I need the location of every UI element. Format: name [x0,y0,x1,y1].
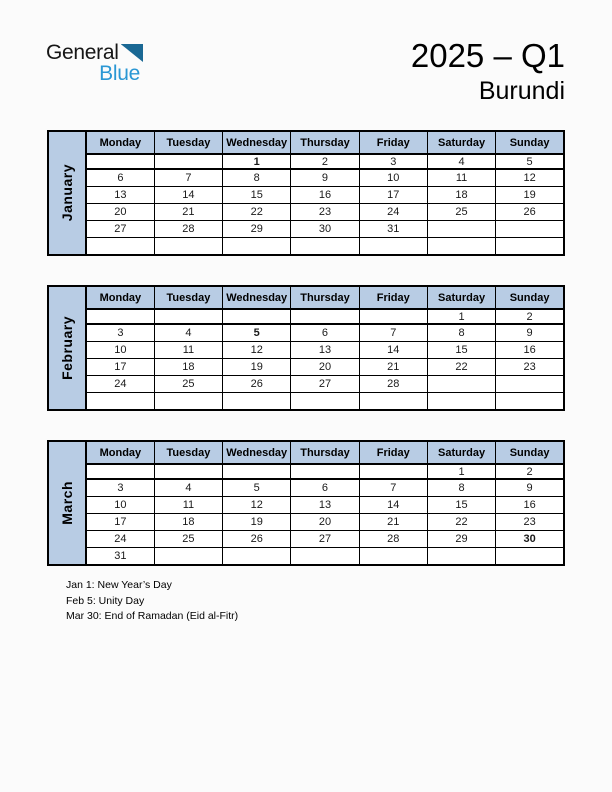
calendar-table-january [47,130,565,256]
day-cell: 2 [496,309,564,324]
day-cell: 3 [86,324,154,342]
day-cell: 4 [154,324,222,342]
day-cell: 27 [86,221,154,238]
day-cell: 18 [154,359,222,376]
day-name-header: Saturday [427,131,495,154]
empty-day-cell [496,548,564,566]
day-cell: 5 [223,324,291,342]
day-cell: 21 [359,514,427,531]
day-name-header: Tuesday [154,286,222,309]
empty-day-cell [223,548,291,566]
day-cell: 5 [496,154,564,169]
empty-day-cell [291,238,359,256]
day-cell: 7 [359,479,427,497]
day-cell: 10 [86,342,154,359]
empty-day-cell [154,309,222,324]
day-name-header: Tuesday [154,441,222,464]
empty-day-cell [291,548,359,566]
day-name-header: Thursday [291,286,359,309]
day-cell: 4 [154,479,222,497]
day-name-header: Monday [86,131,154,154]
holiday-line-mar: Mar 30: End of Ramadan (Eid al-Fitr) [66,610,239,622]
day-cell: 16 [496,342,564,359]
day-cell: 4 [427,154,495,169]
day-name-header: Tuesday [154,131,222,154]
day-cell: 13 [86,187,154,204]
day-name-header: Monday [86,441,154,464]
month-label: January [48,131,86,255]
empty-day-cell [86,464,154,479]
empty-day-cell [291,393,359,411]
day-cell: 16 [291,187,359,204]
day-cell: 12 [223,497,291,514]
day-cell: 28 [154,221,222,238]
day-cell: 31 [359,221,427,238]
day-name-header: Wednesday [223,441,291,464]
day-cell: 7 [154,169,222,187]
empty-day-cell [291,309,359,324]
day-cell: 8 [223,169,291,187]
calendar-table-february [47,285,565,411]
page-subtitle: Burundi [478,77,565,105]
empty-day-cell [86,238,154,256]
day-cell: 13 [291,342,359,359]
holiday-line-jan: Jan 1: New Year’s Day [66,579,172,591]
empty-day-cell [427,238,495,256]
day-cell: 2 [291,154,359,169]
day-cell: 1 [427,309,495,324]
day-cell: 8 [427,479,495,497]
day-cell: 1 [223,154,291,169]
empty-day-cell [86,393,154,411]
day-cell: 9 [496,324,564,342]
empty-day-cell [359,464,427,479]
empty-day-cell [496,376,564,393]
day-name-header: Wednesday [223,286,291,309]
day-cell: 20 [291,514,359,531]
calendar-table-march [47,440,565,566]
day-cell: 17 [86,359,154,376]
empty-day-cell [359,238,427,256]
day-cell: 20 [86,204,154,221]
day-cell: 19 [223,514,291,531]
day-cell: 25 [427,204,495,221]
day-cell: 31 [86,548,154,566]
day-cell: 28 [359,531,427,548]
day-cell: 30 [496,531,564,548]
day-cell: 24 [86,376,154,393]
day-cell: 15 [223,187,291,204]
day-cell: 17 [86,514,154,531]
day-cell: 20 [291,359,359,376]
day-cell: 10 [86,497,154,514]
title-block [411,38,565,104]
logo-word-general: General [46,41,119,64]
day-cell: 22 [427,514,495,531]
day-name-header: Wednesday [223,131,291,154]
day-cell: 14 [359,497,427,514]
day-cell: 16 [496,497,564,514]
day-cell: 9 [496,479,564,497]
empty-day-cell [154,238,222,256]
empty-day-cell [154,548,222,566]
empty-day-cell [154,393,222,411]
empty-day-cell [154,464,222,479]
day-name-header: Sunday [496,286,564,309]
empty-day-cell [223,464,291,479]
day-cell: 12 [223,342,291,359]
day-cell: 26 [223,376,291,393]
day-cell: 23 [291,204,359,221]
day-cell: 17 [359,187,427,204]
day-cell: 25 [154,376,222,393]
empty-day-cell [154,154,222,169]
day-cell: 22 [223,204,291,221]
day-cell: 2 [496,464,564,479]
day-cell: 23 [496,359,564,376]
month-label: March [48,441,86,565]
empty-day-cell [359,393,427,411]
day-cell: 3 [359,154,427,169]
day-name-header: Saturday [427,441,495,464]
day-name-header: Sunday [496,441,564,464]
day-cell: 23 [496,514,564,531]
day-cell: 12 [496,169,564,187]
day-cell: 1 [427,464,495,479]
day-cell: 3 [86,479,154,497]
day-name-header: Friday [359,441,427,464]
empty-day-cell [223,238,291,256]
day-cell: 15 [427,497,495,514]
empty-day-cell [496,221,564,238]
day-cell: 21 [154,204,222,221]
day-cell: 14 [154,187,222,204]
empty-day-cell [359,309,427,324]
day-cell: 9 [291,169,359,187]
day-name-header: Friday [359,131,427,154]
empty-day-cell [291,464,359,479]
day-cell: 6 [291,324,359,342]
day-cell: 22 [427,359,495,376]
empty-day-cell [496,393,564,411]
month-label: February [48,286,86,410]
page-title: 2025 – Q1 [410,37,565,74]
day-cell: 28 [359,376,427,393]
empty-day-cell [427,393,495,411]
empty-day-cell [223,309,291,324]
day-cell: 26 [496,204,564,221]
logo-word-blue: Blue [99,62,140,85]
day-cell: 10 [359,169,427,187]
day-cell: 26 [223,531,291,548]
logo-triangle-icon [121,44,143,62]
day-cell: 24 [359,204,427,221]
day-cell: 27 [291,376,359,393]
day-cell: 11 [154,342,222,359]
day-name-header: Friday [359,286,427,309]
day-cell: 11 [154,497,222,514]
day-name-header: Thursday [291,441,359,464]
holiday-legend [66,578,238,625]
day-cell: 14 [359,342,427,359]
day-cell: 29 [223,221,291,238]
day-cell: 8 [427,324,495,342]
empty-day-cell [496,238,564,256]
day-cell: 5 [223,479,291,497]
day-cell: 18 [154,514,222,531]
day-cell: 29 [427,531,495,548]
day-cell: 24 [86,531,154,548]
day-cell: 27 [291,531,359,548]
day-cell: 30 [291,221,359,238]
day-cell: 19 [223,359,291,376]
day-cell: 18 [427,187,495,204]
empty-day-cell [427,548,495,566]
day-cell: 6 [86,169,154,187]
day-name-header: Monday [86,286,154,309]
holiday-line-feb: Feb 5: Unity Day [66,594,145,607]
general-blue-logo [46,42,143,84]
empty-day-cell [223,393,291,411]
day-cell: 13 [291,497,359,514]
day-cell: 21 [359,359,427,376]
day-name-header: Sunday [496,131,564,154]
empty-day-cell [427,221,495,238]
day-name-header: Saturday [427,286,495,309]
day-name-header: Thursday [291,131,359,154]
day-cell: 19 [496,187,564,204]
day-cell: 11 [427,169,495,187]
day-cell: 7 [359,324,427,342]
empty-day-cell [427,376,495,393]
day-cell: 25 [154,531,222,548]
empty-day-cell [359,548,427,566]
empty-day-cell [86,154,154,169]
empty-day-cell [86,309,154,324]
day-cell: 6 [291,479,359,497]
day-cell: 15 [427,342,495,359]
